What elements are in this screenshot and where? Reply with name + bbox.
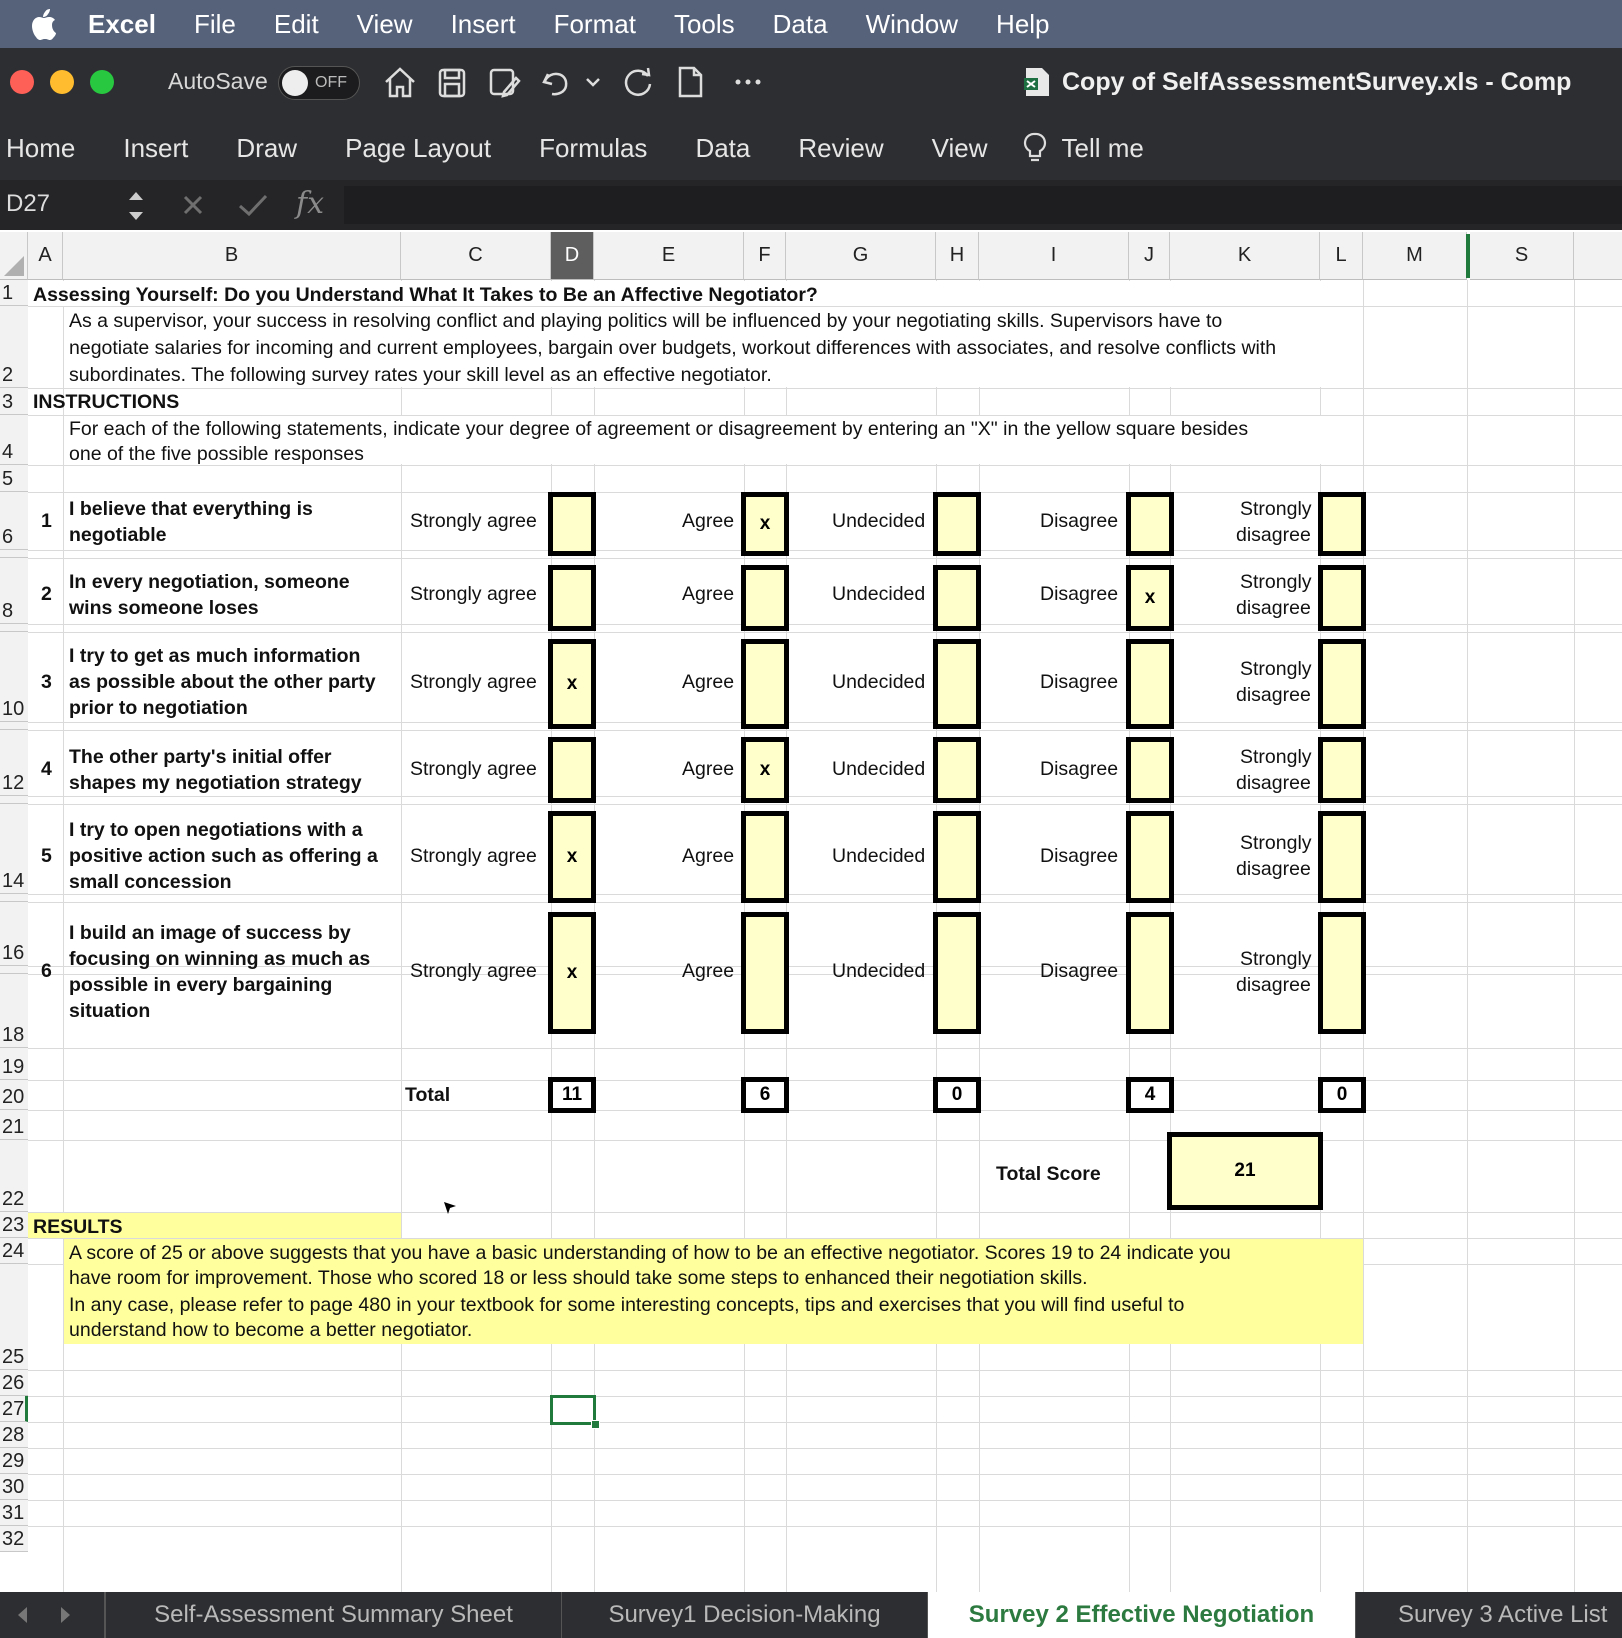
col-header-j[interactable]: J (1129, 232, 1170, 280)
question-text: as possible about the other party (69, 671, 376, 693)
lightbulb-icon (1022, 131, 1048, 165)
gridline (28, 1110, 1622, 1111)
mac-menubar (0, 0, 1622, 48)
ribbon-tab-page-layout[interactable]: Page Layout (345, 132, 492, 163)
answer-box-strongly-disagree[interactable] (1318, 639, 1366, 729)
menu-excel[interactable]: Excel (88, 8, 156, 39)
autosave-toggle[interactable] (278, 66, 360, 100)
total-score-value[interactable]: 21 (1167, 1132, 1323, 1210)
new-document-icon[interactable] (670, 62, 710, 102)
option-strongly-disagree: disagree (1236, 858, 1311, 880)
tell-me-search[interactable]: Tell me (1061, 132, 1144, 163)
question-text: possible in every bargaining (69, 974, 333, 996)
row-header[interactable]: 6 (0, 492, 28, 550)
option-strongly-disagree: disagree (1236, 772, 1311, 794)
option-undecided: Undecided (832, 510, 926, 532)
question-number: 5 (41, 845, 52, 867)
answer-box-disagree[interactable] (1126, 737, 1174, 803)
question-text: wins someone loses (69, 597, 259, 619)
gridline (28, 1048, 1622, 1049)
answer-box-agree[interactable]: x (741, 737, 789, 803)
col-header-s[interactable]: S (1470, 232, 1574, 280)
row-header[interactable]: 28 (0, 1422, 28, 1448)
gridline (28, 1140, 1622, 1141)
results-line: In any case, please refer to page 480 in your textbook for some interesting concepts, tips and exercises that you will find useful to (69, 1294, 1185, 1316)
ribbon-tab-review[interactable]: Review (798, 132, 884, 163)
question-text: situation (69, 1000, 151, 1022)
row-header[interactable] (0, 624, 28, 632)
option-disagree: Disagree (1040, 758, 1119, 780)
row-header[interactable]: 8 (0, 558, 28, 624)
document-title (1022, 62, 1571, 102)
gridline (28, 492, 1622, 493)
option-strongly-disagree: Strongly (1240, 571, 1312, 593)
answer-box-strongly-agree[interactable]: x (548, 811, 596, 903)
redo-icon[interactable] (618, 62, 658, 102)
fx-icon[interactable]: fx (296, 186, 325, 221)
option-agree: Agree (682, 845, 735, 867)
option-strongly-agree: Strongly agree (410, 845, 537, 867)
row-header[interactable] (0, 966, 28, 974)
row-header-selected[interactable]: 27 (0, 1396, 28, 1422)
gridline (28, 894, 1622, 895)
gridline (28, 804, 1622, 805)
menu-edit[interactable]: Edit (273, 8, 319, 39)
row-header[interactable]: 2 (0, 306, 28, 388)
fill-handle[interactable] (591, 1420, 600, 1429)
option-agree: Agree (682, 671, 735, 693)
row-header[interactable]: 14 (0, 804, 28, 894)
option-strongly-agree: Strongly agree (410, 671, 537, 693)
answer-box-strongly-disagree[interactable] (1318, 737, 1366, 803)
row-header[interactable]: 29 (0, 1448, 28, 1474)
row-header[interactable]: 20 (0, 1080, 28, 1110)
option-disagree: Disagree (1040, 845, 1119, 867)
total-agree[interactable]: 6 (741, 1077, 789, 1113)
option-undecided: Undecided (832, 671, 926, 693)
answer-box-undecided[interactable] (933, 639, 981, 729)
answer-box-disagree[interactable] (1126, 639, 1174, 729)
ribbon-tab-data[interactable]: Data (695, 132, 751, 163)
undo-icon[interactable] (536, 62, 576, 102)
instructions-line: For each of the following statements, indicate your degree of agreement or disagreement by entering an "X" in the yellow square besides (69, 418, 1249, 440)
question-number: 6 (41, 960, 52, 982)
gridline (28, 1370, 1622, 1371)
ribbon-tab-home[interactable]: Home (6, 132, 76, 163)
option-agree: Agree (682, 510, 735, 532)
col-header-k[interactable]: K (1170, 232, 1320, 280)
intro-line: negotiate salaries for incoming and current employees, bargain over budgets, workout differences with associates, and resolve conflicts with (69, 337, 1277, 359)
answer-box-strongly-disagree[interactable] (1318, 492, 1366, 556)
option-disagree: Disagree (1040, 960, 1119, 982)
answer-box-strongly-disagree[interactable] (1318, 811, 1366, 903)
gridline (28, 1500, 1622, 1501)
gridline (28, 730, 1622, 731)
row-header[interactable] (0, 722, 28, 730)
gridline (28, 624, 1622, 625)
total-label: Total (405, 1084, 451, 1106)
answer-box-agree[interactable] (741, 811, 789, 903)
answer-box-undecided[interactable] (933, 737, 981, 803)
option-strongly-disagree: Strongly (1240, 832, 1312, 854)
sheet-title: Assessing Yourself: Do you Understand What It Takes to Be an Affective Negotiator? (33, 284, 818, 306)
total-strongly-agree[interactable]: 11 (548, 1077, 596, 1113)
answer-box-disagree[interactable] (1126, 912, 1174, 1034)
answer-box-undecided[interactable] (933, 811, 981, 903)
answer-box-strongly-agree[interactable] (548, 565, 596, 631)
sheet-tab[interactable]: Survey1 Decision-Making (562, 1592, 928, 1638)
answer-box-undecided[interactable] (933, 565, 981, 631)
gridline (28, 902, 1622, 903)
question-text: positive action such as offering a (69, 845, 378, 867)
gridline (28, 632, 1622, 633)
option-agree: Agree (682, 960, 735, 982)
col-header-a[interactable]: A (28, 232, 63, 280)
col-header-b[interactable]: B (63, 232, 401, 280)
option-undecided: Undecided (832, 960, 926, 982)
answer-box-strongly-disagree[interactable] (1318, 912, 1366, 1034)
row-header[interactable]: 24 (0, 1238, 28, 1264)
name-box[interactable]: D27 (6, 190, 51, 217)
option-strongly-disagree: Strongly (1240, 948, 1312, 970)
row-header[interactable] (0, 894, 28, 902)
ribbon-tab-view[interactable]: View (931, 132, 988, 163)
autosave-label: AutoSave (168, 68, 268, 94)
menu-data[interactable]: Data (772, 8, 828, 39)
gridline (28, 550, 1622, 551)
question-text: prior to negotiation (69, 697, 248, 719)
answer-box-disagree[interactable] (1126, 492, 1174, 556)
mouse-cursor-icon (442, 1200, 460, 1218)
excel-file-icon (1022, 66, 1052, 98)
question-text: I try to get as much information (69, 645, 361, 667)
gridline (28, 1080, 1622, 1081)
ribbon-tab-formulas[interactable]: Formulas (539, 132, 648, 163)
more-icon[interactable] (728, 62, 768, 102)
menu-format[interactable]: Format (553, 8, 636, 39)
results-line: understand how to become a better negotiator. (69, 1319, 473, 1341)
intro-line: As a supervisor, your success in resolving conflict and playing politics will be influenced by your negotiating skills. Supervisors have to (69, 310, 1223, 332)
col-header-d[interactable]: D (551, 232, 594, 280)
gridline (28, 1526, 1622, 1527)
option-strongly-disagree: disagree (1236, 684, 1311, 706)
col-header-l[interactable]: L (1320, 232, 1363, 280)
answer-box-undecided[interactable] (933, 912, 981, 1034)
question-number: 1 (41, 510, 52, 532)
document-title-text: Copy of SelfAssessmentSurvey.xls - Comp (1062, 67, 1572, 96)
option-agree: Agree (682, 758, 735, 780)
question-text: The other party's initial offer (69, 746, 332, 768)
option-disagree: Disagree (1040, 671, 1119, 693)
row-header[interactable]: 5 (0, 465, 28, 492)
option-disagree: Disagree (1040, 510, 1119, 532)
answer-box-agree[interactable] (741, 639, 789, 729)
ribbon-tab-insert[interactable]: Insert (123, 132, 189, 163)
row-header[interactable]: 3 (0, 388, 28, 415)
question-text: I build an image of success by (69, 922, 351, 944)
option-strongly-agree: Strongly agree (410, 960, 537, 982)
sheet-tab[interactable]: Survey 3 Active List (1398, 1601, 1608, 1628)
toggle-knob (282, 70, 308, 96)
row-header[interactable] (0, 796, 28, 804)
home-icon[interactable] (380, 62, 420, 102)
tab-scroll-right-icon[interactable] (52, 1602, 78, 1628)
menu-window[interactable]: Window (865, 8, 959, 39)
row-header[interactable]: 32 (0, 1526, 28, 1552)
save-icon[interactable] (432, 62, 472, 102)
col-header-empty[interactable] (1574, 232, 1622, 280)
results-line: have room for improvement. Those who scored 18 or less should take some steps to enhanced their negotiation skills. (69, 1267, 1088, 1289)
ribbon-tabs (0, 116, 1622, 180)
question-text: I believe that everything is (69, 498, 313, 520)
row-header[interactable] (0, 550, 28, 558)
question-number: 3 (41, 671, 52, 693)
save-as-icon[interactable] (484, 62, 524, 102)
results-line: A score of 25 or above suggests that you have a basic understanding of how to be an effective negotiator. Scores 19 to 24 indicate you (69, 1242, 1231, 1264)
row-header[interactable]: 22 (0, 1140, 28, 1212)
question-text: negotiable (69, 524, 167, 546)
answer-box-strongly-agree[interactable]: x (548, 639, 596, 729)
select-all-corner[interactable] (0, 232, 28, 280)
confirm-entry-icon[interactable] (236, 190, 270, 220)
sheet-tab-active[interactable]: Survey 2 Effective Negotiation (928, 1592, 1356, 1638)
col-header-h[interactable]: H (936, 232, 979, 280)
option-strongly-disagree: disagree (1236, 524, 1311, 546)
answer-box-strongly-disagree[interactable] (1318, 565, 1366, 631)
total-strongly-disagree[interactable]: 0 (1318, 1077, 1366, 1113)
gridline (28, 1396, 1622, 1397)
option-undecided: Undecided (832, 845, 926, 867)
selected-cell-d27[interactable] (550, 1395, 596, 1425)
answer-box-agree[interactable] (741, 912, 789, 1034)
total-score-label: Total Score (996, 1163, 1101, 1185)
option-strongly-disagree: disagree (1236, 597, 1311, 619)
question-text: shapes my negotiation strategy (69, 772, 362, 794)
answer-box-strongly-agree[interactable]: x (548, 912, 596, 1034)
row-header[interactable]: 25 (0, 1264, 28, 1370)
row-header[interactable]: 1 (0, 280, 28, 306)
answer-box-disagree[interactable] (1126, 811, 1174, 903)
col-header-i[interactable]: I (979, 232, 1129, 280)
question-number: 4 (41, 758, 52, 780)
intro-line: subordinates. The following survey rates your skill level as an effective negotiator. (69, 364, 772, 386)
menu-help[interactable]: Help (996, 8, 1050, 39)
row-header[interactable]: 18 (0, 974, 28, 1048)
gridline (28, 1448, 1622, 1449)
chevron-down-icon[interactable] (582, 62, 604, 102)
option-strongly-agree: Strongly agree (410, 758, 537, 780)
answer-box-agree[interactable] (741, 565, 789, 631)
option-strongly-disagree: Strongly (1240, 658, 1312, 680)
formula-input[interactable] (344, 186, 1622, 224)
row-header[interactable]: 12 (0, 730, 28, 796)
col-header-g[interactable]: G (786, 232, 936, 280)
instructions-heading: INSTRUCTIONS (33, 391, 180, 413)
answer-box-strongly-agree[interactable] (548, 737, 596, 803)
gridline (28, 1474, 1622, 1475)
option-strongly-disagree: Strongly (1240, 746, 1312, 768)
col-header-m[interactable]: M (1363, 232, 1467, 280)
close-window-button[interactable] (10, 70, 34, 94)
gridline (28, 558, 1622, 559)
row-header[interactable]: 4 (0, 415, 28, 465)
instructions-line: one of the five possible responses (69, 443, 364, 465)
ribbon-tab-draw[interactable]: Draw (236, 132, 298, 163)
sheet-tabs-bar (0, 1592, 1622, 1638)
total-disagree[interactable]: 4 (1126, 1077, 1174, 1113)
option-disagree: Disagree (1040, 583, 1119, 605)
row-header[interactable]: 26 (0, 1370, 28, 1396)
option-undecided: Undecided (832, 758, 926, 780)
question-text: In every negotiation, someone (69, 571, 350, 593)
menu-insert[interactable]: Insert (450, 8, 516, 39)
results-heading: RESULTS (33, 1216, 123, 1238)
option-strongly-agree: Strongly agree (410, 510, 537, 532)
row-header[interactable]: 10 (0, 632, 28, 722)
gridline (28, 1422, 1622, 1423)
answer-box-strongly-agree[interactable] (548, 492, 596, 556)
menu-tools[interactable]: Tools (673, 8, 735, 39)
option-undecided: Undecided (832, 583, 926, 605)
menu-view[interactable]: View (356, 8, 413, 39)
answer-box-disagree[interactable]: x (1126, 565, 1174, 631)
name-box-stepper-icon[interactable] (124, 186, 148, 226)
zoom-window-button[interactable] (90, 70, 114, 94)
answer-box-undecided[interactable] (933, 492, 981, 556)
question-text: focusing on winning as much as (69, 948, 371, 970)
answer-box-agree[interactable]: x (741, 492, 789, 556)
menu-file[interactable]: File (193, 8, 236, 39)
col-header-f[interactable]: F (744, 232, 786, 280)
question-text: I try to open negotiations with a (69, 819, 363, 841)
option-strongly-agree: Strongly agree (410, 583, 537, 605)
spreadsheet-grid[interactable] (0, 232, 1622, 1592)
gridline (28, 722, 1622, 723)
option-strongly-disagree: disagree (1236, 974, 1311, 996)
question-text: small concession (69, 871, 232, 893)
row-header[interactable]: 21 (0, 1110, 28, 1140)
option-agree: Agree (682, 583, 735, 605)
row-header[interactable]: 23 (0, 1212, 28, 1238)
apple-icon[interactable] (24, 5, 62, 43)
tab-scroll-left-icon[interactable] (10, 1602, 36, 1628)
cancel-entry-icon[interactable] (178, 190, 208, 220)
total-undecided[interactable]: 0 (933, 1077, 981, 1113)
minimize-window-button[interactable] (50, 70, 74, 94)
toggle-state: OFF (315, 74, 347, 91)
row-header[interactable]: 16 (0, 902, 28, 966)
row-header[interactable]: 30 (0, 1474, 28, 1500)
question-number: 2 (41, 583, 52, 605)
option-strongly-disagree: Strongly (1240, 498, 1312, 520)
col-header-c[interactable]: C (401, 232, 551, 280)
row-header[interactable]: 31 (0, 1500, 28, 1526)
col-header-e[interactable]: E (594, 232, 744, 280)
sheet-tab[interactable]: Self-Assessment Summary Sheet (106, 1592, 562, 1638)
row-header[interactable]: 19 (0, 1048, 28, 1080)
